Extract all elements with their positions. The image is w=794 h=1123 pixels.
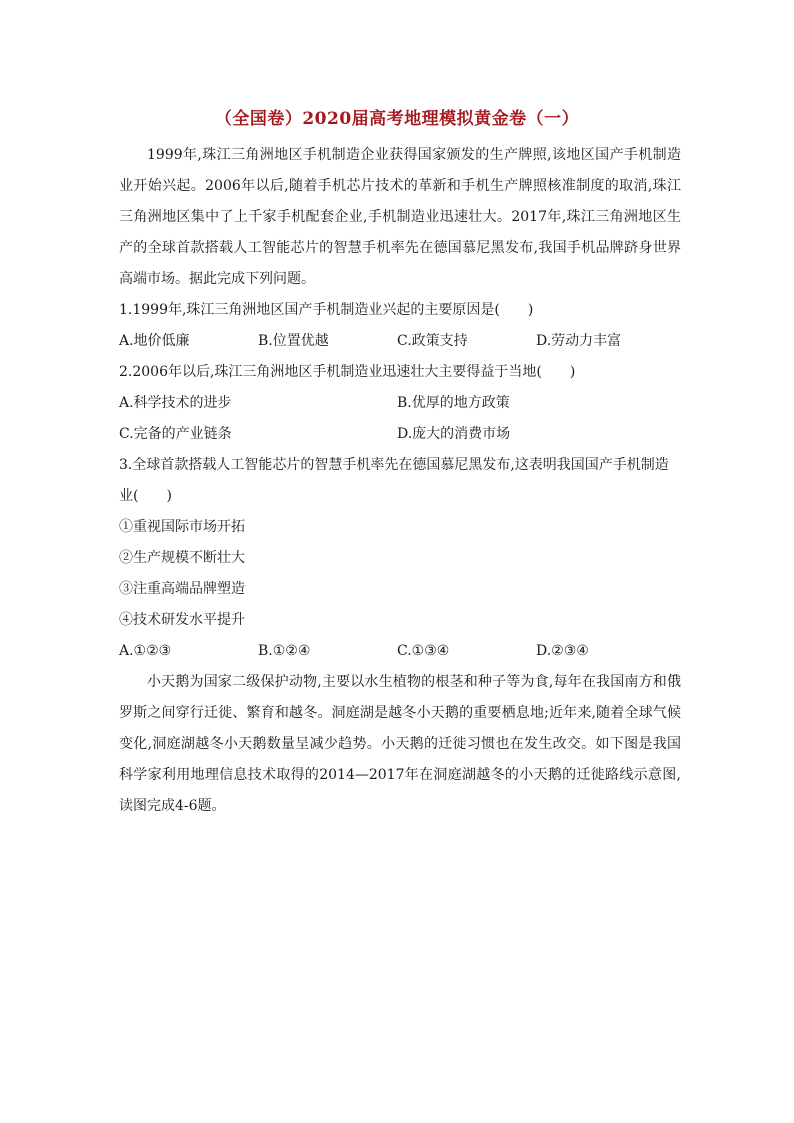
q2-option-d: D.庞大的消费市场	[397, 426, 511, 442]
question-3-options	[119, 636, 681, 667]
q3-option-c: C.①③④	[397, 643, 450, 659]
question-3-stem-line-2: 业( )	[119, 488, 172, 504]
document-body	[119, 140, 681, 822]
q3-statement-4: ④技术研发水平提升	[119, 612, 245, 628]
q2-option-c: C.完备的产业链条	[119, 426, 232, 442]
question-2-options-row-1	[119, 388, 681, 419]
question-1-options	[119, 326, 681, 357]
page-title: （全国卷）2020届高考地理模拟黄金卷（一）	[214, 109, 580, 129]
q2-option-b: B.优厚的地方政策	[397, 395, 510, 411]
q3-statement-1: ①重视国际市场开拓	[119, 519, 245, 535]
q1-option-c: C.政策支持	[397, 333, 468, 349]
q2-option-a: A.科学技术的进步	[119, 395, 232, 411]
question-3-stem-line-1: 3.全球首款搭载人工智能芯片的智慧手机率先在德国慕尼黑发布,这表明我国国产手机制造	[119, 457, 669, 473]
q1-option-a: A.地价低廉	[119, 333, 190, 349]
question-2-stem: 2.2006年以后,珠江三角洲地区手机制造业迅速壮大主要得益于当地( )	[119, 364, 576, 380]
q3-option-d: D.②③④	[536, 643, 589, 659]
q1-option-d: D.劳动力丰富	[536, 333, 622, 349]
question-1-stem: 1.1999年,珠江三角洲地区国产手机制造业兴起的主要原因是( )	[119, 302, 534, 318]
passage-1: 1999年,珠江三角洲地区手机制造企业获得国家颁发的生产牌照,该地区国产手机制造业开始兴起。2006年以后,随着手机芯片技术的革新和手机生产牌照核准制度的取消,珠江三角洲地区集中了上千家手机配套企业,手机制造业迅速壮大。2017年,珠江三角洲地区生产的全球首款搭载人工智能芯片的智慧手机率先在德国慕尼黑发布,我国手机品牌跻身世界高端市场。据此完成下列问题。	[119, 147, 681, 287]
q3-statement-2: ②生产规模不断壮大	[119, 550, 245, 566]
passage-2: 小天鹅为国家二级保护动物,主要以水生植物的根茎和种子等为食,每年在我国南方和俄罗斯之间穿行迁徙、繁育和越冬。洞庭湖是越冬小天鹅的重要栖息地;近年来,随着全球气候变化,洞庭湖越冬小天鹅数量呈减少趋势。小天鹅的迁徙习惯也在发生改交。如下图是我国科学家利用地理信息技术取得的2014—2017年在洞庭湖越冬的小天鹅的迁徙路线示意图,读图完成4-6题。	[119, 674, 681, 814]
q3-statement-3: ③注重高端品牌塑造	[119, 581, 245, 597]
q3-option-b: B.①②④	[258, 643, 311, 659]
question-2-options-row-2	[119, 419, 681, 450]
q3-option-a: A.①②③	[119, 643, 172, 659]
q1-option-b: B.位置优越	[258, 333, 329, 349]
